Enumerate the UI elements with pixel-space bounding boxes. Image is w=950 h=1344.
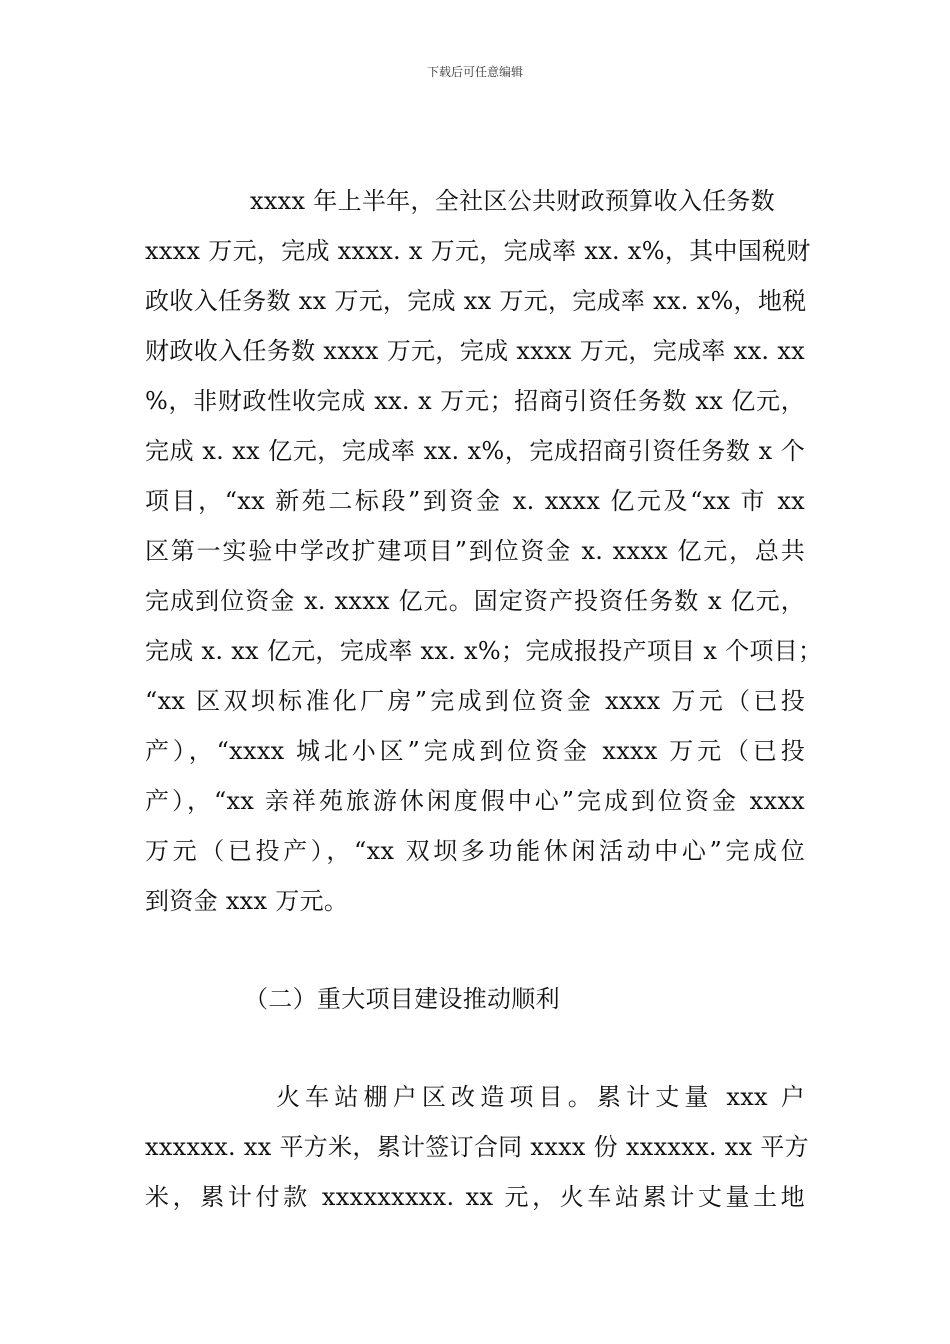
- paragraph-line: 财政收入任务数 xxxx 万元，完成 xxxx 万元，完成率 xx. xx: [145, 337, 805, 365]
- page-header-note: 下载后可任意编辑: [426, 65, 523, 79]
- paragraph-line: 到资金 xxx 万元。: [145, 887, 349, 915]
- paragraph-line: 完成到位资金 x. xxxx 亿元。固定资产投资任务数 x 亿元，: [145, 587, 805, 615]
- paragraph-line: xxxxxx. xx 平方米，累计签订合同 xxxx 份 xxxxxx. xx 平方: [145, 1133, 809, 1161]
- paragraph-line: 产），“xxxx 城北小区”完成到位资金 xxxx 万元（已投: [145, 737, 805, 765]
- section-heading: （二）重大项目建设推动顺利: [244, 985, 560, 1013]
- paragraph-line: xxxx 万元，完成 xxxx. x 万元，完成率 xx. x%，其中国税财: [145, 237, 811, 265]
- paragraph-line: 完成 x. xx 亿元，完成率 xx. x%，完成招商引资任务数 x 个: [145, 437, 805, 465]
- paragraph-line: 产），“xx 亲祥苑旅游休闲度假中心”完成到位资金 xxxx: [145, 787, 805, 815]
- paragraph-line: 项目，“xx 新苑二标段”到资金 x. xxxx 亿元及“xx 市 xx: [145, 487, 805, 515]
- paragraph-line: “xx 区双坝标准化厂房”完成到位资金 xxxx 万元（已投: [145, 687, 805, 715]
- paragraph-line: 政收入任务数 xx 万元，完成 xx 万元，完成率 xx. x%，地税: [145, 287, 807, 315]
- paragraph-line: %，非财政性收完成 xx. x 万元；招商引资任务数 xx 亿元，: [145, 387, 805, 415]
- paragraph-line: xxxx 年上半年，全社区公共财政预算收入任务数: [250, 187, 775, 215]
- paragraph-line: 完成 x. xx 亿元，完成率 xx. x%；完成报投产项目 x 个项目；: [145, 637, 823, 665]
- paragraph-line: 区第一实验中学改扩建项目”到位资金 x. xxxx 亿元，总共: [145, 537, 805, 565]
- paragraph-line: 米，累计付款 xxxxxxxxx. xx 元，火车站累计丈量土地: [145, 1183, 805, 1211]
- paragraph-line: 万元（已投产），“xx 双坝多功能休闲活动中心”完成位: [145, 837, 805, 865]
- paragraph-line: 火车站棚户区改造项目。累计丈量 xxx 户: [276, 1083, 805, 1111]
